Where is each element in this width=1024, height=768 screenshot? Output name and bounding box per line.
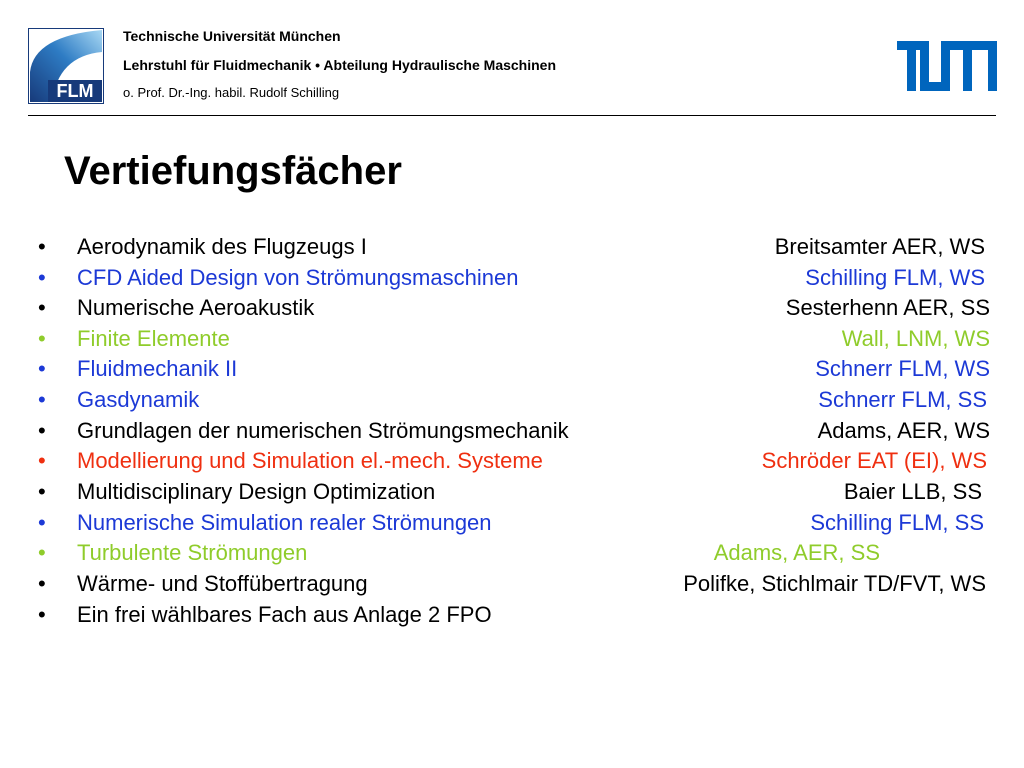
list-item [0, 415, 1024, 446]
list-item [0, 262, 1024, 293]
flm-logo [28, 28, 104, 104]
bullet: • [38, 448, 46, 473]
bullet: • [38, 234, 46, 259]
course-name: CFD Aided Design von Strömungsmaschinen [77, 265, 519, 290]
header-divider [28, 115, 996, 116]
course-name: Fluidmechanik II [77, 356, 238, 381]
bullet: • [38, 510, 46, 535]
list-item [0, 568, 1024, 599]
bullet: • [38, 571, 46, 596]
list-item [0, 353, 1024, 384]
course-lecturer: Breitsamter AER, WS [774, 234, 985, 259]
course-lecturer: Schnerr FLM, SS [818, 387, 987, 412]
list-item [0, 507, 1024, 538]
bullet: • [38, 479, 46, 504]
course-name: Aerodynamik des Flugzeugs I [77, 234, 367, 259]
course-lecturer: Polifke, Stichlmair TD/FVT, WS [683, 571, 986, 596]
bullet: • [38, 356, 46, 381]
course-lecturer: Schilling FLM, WS [805, 265, 985, 290]
course-name: Numerische Aeroakustik [77, 295, 315, 320]
page-title: Vertiefungsfächer [64, 149, 402, 193]
university-name: Technische Universität München [123, 28, 341, 44]
bullet: • [38, 387, 46, 412]
course-name: Wärme- und Stoffübertragung [77, 571, 368, 596]
bullet: • [38, 265, 46, 290]
course-name: Multidisciplinary Design Optimization [77, 479, 436, 504]
course-name: Finite Elemente [77, 326, 230, 351]
list-item [0, 384, 1024, 415]
bullet: • [38, 326, 46, 351]
course-name: Ein frei wählbares Fach aus Anlage 2 FPO [77, 602, 492, 627]
course-lecturer: Adams, AER, SS [713, 540, 880, 565]
course-lecturer: Schröder EAT (EI), WS [761, 448, 987, 473]
list-item [0, 599, 1024, 630]
course-lecturer: Sesterhenn AER, SS [785, 295, 990, 320]
list-item [0, 231, 1024, 262]
list-item [0, 445, 1024, 476]
list-item [0, 537, 1024, 568]
course-name: Numerische Simulation realer Strömungen [77, 510, 492, 535]
bullet: • [38, 295, 46, 320]
course-lecturer: Wall, LNM, WS [841, 326, 990, 351]
course-lecturer: Schilling FLM, SS [810, 510, 984, 535]
flm-logo-text: FLM [56, 81, 94, 101]
list-item [0, 476, 1024, 507]
bullet: • [38, 540, 46, 565]
bullet: • [38, 602, 46, 627]
bullet: • [38, 418, 46, 443]
course-lecturer: Baier LLB, SS [843, 479, 982, 504]
course-lecturer: Adams, AER, WS [817, 418, 990, 443]
course-name: Modellierung und Simulation el.-mech. Systeme [77, 448, 543, 473]
course-lecturer: Schnerr FLM, WS [815, 356, 990, 381]
course-name: Grundlagen der numerischen Strömungsmechanik [77, 418, 569, 443]
list-item [0, 323, 1024, 354]
course-name: Turbulente Strömungen [77, 540, 308, 565]
professor-name: o. Prof. Dr.-Ing. habil. Rudolf Schilling [123, 85, 340, 100]
course-name: Gasdynamik [77, 387, 200, 412]
chair-name: Lehrstuhl für Fluidmechanik • Abteilung Hydraulische Maschinen [123, 57, 557, 73]
tum-logo [897, 41, 997, 91]
list-item [0, 292, 1024, 323]
